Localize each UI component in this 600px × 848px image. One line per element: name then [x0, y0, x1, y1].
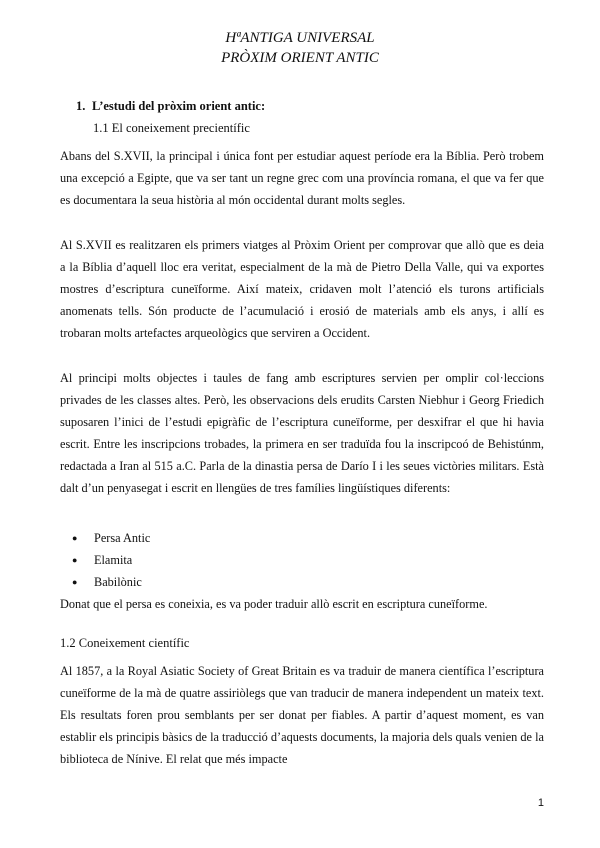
subsection-heading: 1.2 Coneixement científic	[60, 636, 190, 650]
paragraph: Al 1857, a la Royal Asiatic Society of Great Britain es va traduir de manera científica l’escriptura cuneïforme de la mà de quatre assiriòlegs que van traducir de manera independent un mateix text. Els resultats foren prou semblants per ser donat per fiables. A partir d’aquest moment, es van establir els principis bàsics de la traducció d’aquests documents, la majoria dels quals venien de la biblioteca de Nínive. El relat que més impacte	[60, 664, 544, 766]
section-heading	[76, 99, 265, 114]
paragraph: Al S.XVII es realitzaren els primers viatges al Pròxim Orient per comprovar que allò que es deia a la Bíblia d’aquell lloc era veritat, especialment de la mà de Pietro Della Valle, qui va exportes mostres d’escriptura cuneïforme. Així mateix, cridaven molt l’atenció els turons artificials anomenats tells. Són producte de l’acumulació i erosió de materials amb els anys, i allí es trobaran molts artefactes arqueològics que serviren a Occident.	[60, 238, 544, 340]
language-list	[60, 527, 150, 593]
list-item: ● Babilònic	[60, 571, 150, 593]
page-number: 1	[537, 797, 544, 809]
paragraph: Al principi molts objectes i taules de fang amb escriptures servien per omplir col·leccions privades de les classes altes. Però, les observacions dels erudits Carsten Niebhur i Georg Friedich suposaren l’inici de l’estudi epigràfic de l’escriptura cuneïforme, per desxifrar el que hi havia escrit. Entre les inscripcions trobades, la primera en ser traduïda fou la inscripcoó de Behistúnm, redactada a Iran al 515 a.C. Parla de la dinastia persa de Darío I i les seues victòries militars. Està dalt d’un penyasegat i escrit en llengües de tres famílies lingüístiques diferents:	[60, 371, 544, 495]
section-title: L’estudi del pròxim orient antic:	[92, 99, 266, 113]
list-item: ● Elamita	[60, 549, 150, 571]
subsection-heading: 1.1 El coneixement precientífic	[93, 121, 250, 135]
document-subtitle: PRÒXIM ORIENT ANTIC	[221, 50, 379, 66]
paragraph: Abans del S.XVII, la principal i única font per estudiar aquest període era la Bíblia. Però trobem una excepció a Egipte, que va ser tant un regne grec com una província romana, el que va fer que es documentara la seua història al món occidental durant molts segles.	[60, 149, 544, 207]
list-item: ● Persa Antic	[60, 527, 150, 549]
paragraph: Donat que el persa es coneixia, es va poder traduir allò escrit en escriptura cuneïforme.	[60, 597, 488, 611]
section-number: 1.	[76, 99, 86, 113]
document-title: HªANTIGA UNIVERSAL	[225, 30, 375, 46]
